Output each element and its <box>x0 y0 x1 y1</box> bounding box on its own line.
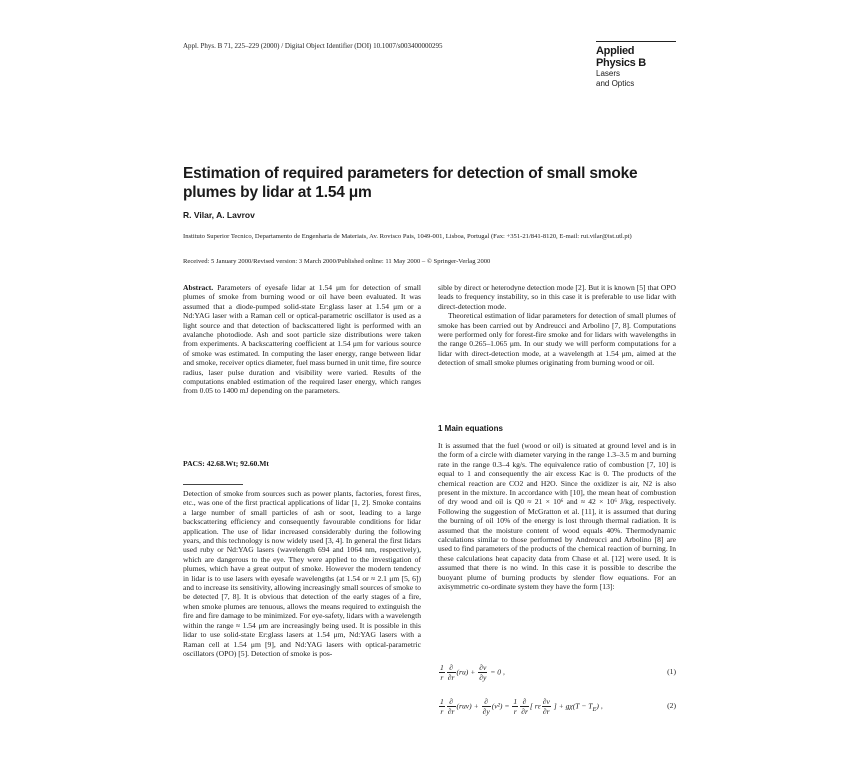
journal-sub-2: and Optics <box>596 79 635 88</box>
paper-title: Estimation of required parameters for detection of small smoke plumes by lidar at 1.54 μm <box>183 165 638 201</box>
pacs-codes: PACS: 42.68.Wt; 92.60.Mt <box>183 459 269 468</box>
equation-1-number: (1) <box>667 667 676 676</box>
journal-sub-1: Lasers <box>596 69 621 78</box>
abstract <box>183 283 421 396</box>
abstract-label: Abstract. <box>183 283 214 292</box>
divider <box>183 484 243 485</box>
journal-logo <box>596 41 676 89</box>
equation-2: $\frac{1}{r}$ $\frac{\partial}{\partial r}$ (ruv) + $\frac{\partial}{\partial y}$ (v²) = $\frac{1}{r}$ $\frac{\partial}{\partial r}$ [ rε $\frac{\partial v}{\partial r}$ ] + $g\chi(T - T_E)$ , (2) <box>440 697 676 716</box>
main-equations-text: It is assumed that the fuel (wood or oil) is situated at ground level and is in the form of a circle with diameter varying in the range 1.3–3.5 m and burning rate in the range 0.3–4 kg/s. The equivalence ratio of combustion [7, 10] is equal to 1 and consequently the air excess Kac is 0. The products of the chemical reaction are CO2 and H2O. Since the oxidizer is air, N2 is also present in the mixture. In accordance with [10], the mean heat of combustion of dry wood and oil is Q0 ≈ 21 × 10⁶ and ≈ 42 × 10⁶ J/kg, respectively. Following the suggestion of McGratton et al. [11], it is assumed that during the burning of oil 10% of the energy is lost through thermal radiation. It is assumed that the moisture content of wood equals 40%. Thermodynamic calculations similar to those performed by Andreucci and Arbolino [8] are used to find parameters of the products of the chemical reaction of burning. In these calculations heat capacity data from Chase et al. [12] were used. It is assumed that there is no wind. In this case it is possible to describe the buoyant plume of burning products by slender flow equations. For an axisymmetric co-ordinate system they have the form [13]: <box>438 441 676 592</box>
affiliation: Instituto Superior Tecnico, Departamento de Engenharia de Materiais, Av. Rovisco Pais, 1049-001, Lisboa, Portugal (Fax: +351-21/841-8120, E-mail: rui.vilar@ist.utl.pt) <box>183 233 632 240</box>
received-dates: Received: 5 January 2000/Revised version: 3 March 2000/Published online: 11 May 2000 – © Springer-Verlag 2000 <box>183 258 491 265</box>
right-paragraph-1: sible by direct or heterodyne detection mode [2]. But it is known [5] that OPO leads to frequency instability, so in this case it is preferable to use lidar with direct-detection mode. <box>438 283 676 311</box>
citation-header: Appl. Phys. B 71, 225–229 (2000) / Digital Object Identifier (DOI) 10.1007/s003400000295 <box>183 42 443 50</box>
right-paragraph-2: Theoretical estimation of lidar parameters for detection of small plumes of smoke has been carried out by Andreucci and Arbolino [7, 8]. Computations were performed only for forest-fire smoke and for lidars with wavelengths in the range 0.265–1.065 μm. In our study we will perform computations for a lidar with direct-detection mode, at a wavelength at 1.54 μm, aimed at the detection of small smoke plumes originating from burning wood or oil. <box>438 311 676 368</box>
section-heading: 1 Main equations <box>438 424 503 433</box>
right-column-text <box>438 283 676 368</box>
journal-name: Applied Physics B <box>596 45 646 69</box>
authors: R. Vilar, A. Lavrov <box>183 210 255 220</box>
introduction-text: Detection of smoke from sources such as power plants, factories, forest fires, etc., was one of the first practical applications of lidar [1, 2]. Smoke contains a large number of small particles of ash or soot, leading to a large backscattering efficiency and consequently favourable conditions for lidar application. The use of lidar increased considerably during the following years, and this technology is now widely used [3, 4]. In general the first lidars used ruby or Nd:YAG lasers (wavelength 694 and 1064 nm, respectively), which are dangerous to the eye. They were applied to the investigation of plumes, which have a great output of smoke. However the modern tendency in lidar is to use lasers with eyesafe wavelengths (at 1.54 or ≈ 2.1 μm [5, 6]) and to increase its sensitivity, allowing increasingly small sources of smoke to be detected [7, 8]. It is obvious that detection of the early stages of a fire, when smoke plumes are tenuous, allows the means required to extinguish the fire and fire damage to be minimized. For eye-safety, lidars with a wavelength within the range ≈ 1.54 μm are increasingly being used. It is possible in this lidar to use solid-state Er:glass lasers at 1.54 μm, Nd:YAG lasers with a Raman cell at 1.54 μm [9], and Nd:YAG lasers with optical-parametric oscillators (OPO) [5]. Detection of smoke is pos- <box>183 489 421 658</box>
abstract-text: Parameters of eyesafe lidar at 1.54 μm for detection of small plumes of smoke from burning wood or oil have been evaluated. It was assumed that a diode-pumped solid-state Er:glass laser at 1.54 μm or a Nd:YAG laser with a Raman cell or optical-parametric oscillator is used as a light source and that detection of backscattered light is performed with an avalanche photodiode. Ash and soot particle size distributions were taken from experiments. A backscattering coefficient at 1.54 μm for various source of smoke was estimated. In computing the laser energy, range between lidar and smoke, receiver optics diameter, fuel mass burned in unit time, fire source radius, laser pulse duration and visibility were varied. Results of the computations enabled estimation of the required laser energy, which ranges from 0.05 to 1400 mJ depending on the parameters. <box>183 283 421 396</box>
equation-2-number: (2) <box>667 701 676 710</box>
equation-1: $\frac{1}{r}$ $\frac{\partial}{\partial r}$ (ru) + $\frac{\partial v}{\partial y}$ = 0 , (1) <box>440 663 676 682</box>
